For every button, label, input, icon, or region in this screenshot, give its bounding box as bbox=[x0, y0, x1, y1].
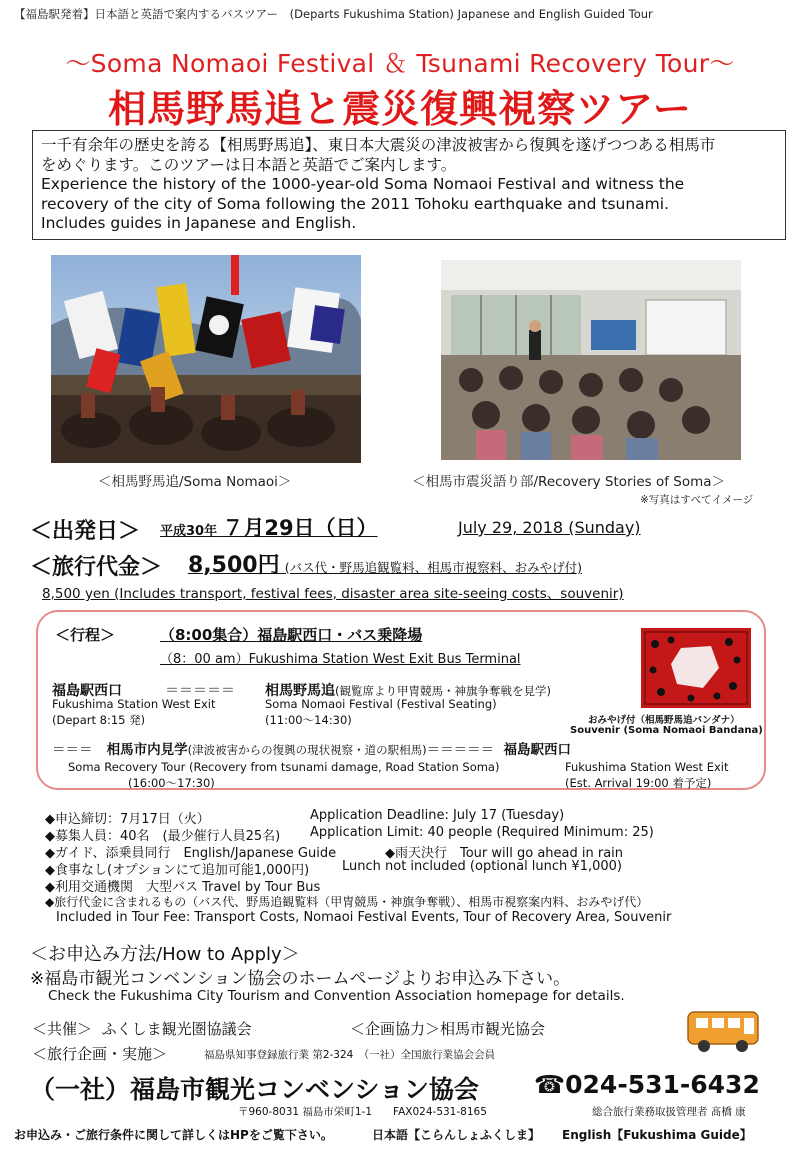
plan-label: ＜旅行企画・実施＞ bbox=[32, 1045, 168, 1063]
departure-era: 平成30年 bbox=[160, 524, 218, 539]
coop-line bbox=[350, 1018, 545, 1039]
cohost-name: ふくしま観光圏協議会 bbox=[101, 1020, 252, 1038]
cohost-label: ＜共催＞ bbox=[32, 1020, 93, 1038]
detail-included-en: Included in Tour Fee: Transport Costs, Nomaoi Festival Events, Tour of Recovery Area, Souvenir bbox=[56, 910, 672, 925]
stop3-jp: 相馬市内見学 bbox=[106, 742, 188, 758]
travel-manager: 総合旅行業務取扱管理者 髙橋 康 bbox=[592, 1106, 746, 1118]
footer-link-jp[interactable]: 日本語【こらんしょふくしま】 bbox=[372, 1128, 541, 1142]
arrows-2: ＝＝＝ bbox=[52, 742, 93, 758]
organization-name: （一社）福島市観光コンベンション協会 bbox=[30, 1075, 479, 1104]
intro-box bbox=[32, 130, 786, 240]
itinerary-label: ＜行程＞ bbox=[55, 626, 116, 644]
stop1-en: Fukushima Station West Exit bbox=[52, 697, 216, 711]
departure-date-en: July 29, 2018 (Sunday) bbox=[458, 518, 641, 537]
photo-recovery-stories bbox=[441, 260, 741, 460]
phone-number: ☎024-531-6432 bbox=[534, 1070, 760, 1099]
price-includes-jp: (バス代・野馬追観覧料、相馬市視察料、おみやげ付) bbox=[284, 560, 582, 575]
title-english: ～Soma Nomaoi Festival ＆ Tsunami Recovery Tour～ bbox=[65, 49, 735, 78]
detail-capacity-en: Application Limit: 40 people (Required Minimum: 25) bbox=[310, 825, 654, 840]
stop4-time: (Est. Arrival 19:00 着予定) bbox=[565, 776, 712, 790]
apply-heading: ＜お申込み方法/How to Apply＞ bbox=[30, 944, 300, 965]
top-banner-text: 【福島駅発着】日本語と英語で案内するバスツアー (Departs Fukushima Station) Japanese and English Guided Tour bbox=[14, 7, 653, 21]
intro-line: Includes guides in Japanese and English. bbox=[41, 214, 357, 232]
stop2-name: 相馬野馬追 bbox=[265, 683, 335, 699]
intro-line: をめぐります。このツアーは日本語と英語でご案内します。 bbox=[41, 155, 457, 174]
bus-icon bbox=[686, 1008, 760, 1054]
detail-meal-jp: ◆食事なし(オプションにて追加可能1,000円) bbox=[45, 863, 310, 878]
price-includes-en: 8,500 yen (Includes transport, festival fees, disaster area site-seeing costs、souvenir) bbox=[42, 586, 624, 602]
arrows-3: ＝＝＝＝＝ bbox=[426, 742, 495, 758]
stop2-time: (11:00～14:30) bbox=[265, 713, 352, 727]
arrows-1: ＝＝＝＝＝ bbox=[165, 683, 235, 699]
price-line bbox=[188, 548, 582, 579]
detail-guide: ◆ガイド、添乗員同行 English/Japanese Guide bbox=[45, 846, 337, 861]
intro-line: recovery of the city of Soma following the 2011 Tohoku earthquake and tsunami. bbox=[41, 194, 669, 213]
cohost-line bbox=[32, 1018, 252, 1039]
stop3-time: (16:00～17:30) bbox=[128, 776, 215, 790]
stop1-time: (Depart 8:15 発) bbox=[52, 713, 146, 727]
stop4-jp: 福島駅西口 bbox=[503, 742, 571, 758]
address: 〒960-8031 福島市栄町1-1 FAX024-531-8165 bbox=[238, 1106, 487, 1118]
detail-included-jp: ◆旅行代金に含まれるもの（バス代、野馬追観覧料（甲冑競馬・神旗争奪戦）、相馬市視察案内料、おみやげ代） bbox=[45, 895, 649, 909]
price-amount: 8,500円 bbox=[188, 553, 280, 578]
stop3-note: (津波被害からの復興の現状視察・道の駅相馬) bbox=[187, 743, 427, 757]
stop4-en: Fukushima Station West Exit bbox=[565, 760, 729, 774]
detail-rain: ◆雨天決行 Tour will go ahead in rain bbox=[385, 846, 624, 861]
coop-name: 相馬市観光協会 bbox=[440, 1020, 546, 1038]
stop2-en: Soma Nomaoi Festival (Festival Seating) bbox=[265, 697, 497, 711]
stop3-line bbox=[52, 738, 571, 758]
apply-en: Check the Fukushima City Tourism and Convention Association homepage for details. bbox=[48, 988, 625, 1004]
departure-date-jp bbox=[160, 512, 378, 542]
photo-bandana bbox=[641, 628, 751, 708]
caption-left: ＜相馬野馬追/Soma Nomaoi＞ bbox=[98, 474, 292, 490]
price-label: ＜旅行代金＞ bbox=[30, 555, 163, 580]
meeting-en: （8：00 am）Fukushima Station West Exit Bus Terminal bbox=[160, 652, 521, 667]
coop-label: ＜企画協力＞ bbox=[350, 1020, 441, 1038]
departure-day: ７月29日（日） bbox=[222, 516, 378, 540]
departure-label: ＜出発日＞ bbox=[30, 519, 141, 544]
license: 福島県知事登録旅行業 第2-324 （一社）全国旅行業協会会員 bbox=[204, 1049, 496, 1061]
detail-transport: ◆利用交通機関 大型バス Travel by Tour Bus bbox=[45, 880, 321, 895]
footer-link-en[interactable]: English【Fukushima Guide】 bbox=[562, 1128, 752, 1142]
intro-line: Experience the history of the 1000-year-old Soma Nomaoi Festival and witness the bbox=[41, 175, 685, 193]
stop3-en: Soma Recovery Tour (Recovery from tsunami damage, Road Station Soma) bbox=[68, 760, 500, 774]
stop2-note: (観覧席より甲冑競馬・神旗争奪戦を見学) bbox=[335, 684, 551, 698]
photo-soma-nomaoi bbox=[51, 255, 361, 463]
souvenir-en: Souvenir (Soma Nomaoi Bandana) bbox=[570, 725, 763, 736]
footer-note: お申込み・ご旅行条件に関して詳しくはHPをご覧下さい。 bbox=[14, 1128, 333, 1142]
souvenir-jp: おみやげ付（相馬野馬追バンダナ） bbox=[588, 715, 740, 726]
detail-deadline-en: Application Deadline: July 17 (Tuesday) bbox=[310, 808, 565, 823]
stop1-jp: 福島駅西口 bbox=[52, 683, 122, 699]
detail-capacity-jp: ◆募集人員：40名 (最少催行人員25名) bbox=[45, 829, 281, 844]
meeting-jp: （8:00集合）福島駅西口・バス乗降場 bbox=[160, 626, 423, 644]
detail-deadline-jp: ◆申込締切：7月17日（火） bbox=[45, 812, 210, 827]
caption-right: ＜相馬市震災語り部/Recovery Stories of Soma＞ bbox=[412, 474, 726, 490]
title-japanese: 相馬野馬追と震災復興視察ツアー bbox=[108, 87, 692, 131]
apply-jp: ※福島市観光コンベンション協会のホームページよりお申込み下さい。 bbox=[30, 969, 571, 989]
intro-line: 一千有余年の歴史を誇る【相馬野馬追】、東日本大震災の津波被害から復興を遂げつつある相馬市 bbox=[41, 136, 716, 154]
detail-meal-en: Lunch not included (optional lunch ¥1,000) bbox=[342, 859, 622, 874]
photo-note: ※写真はすべてイメージ bbox=[640, 494, 754, 506]
